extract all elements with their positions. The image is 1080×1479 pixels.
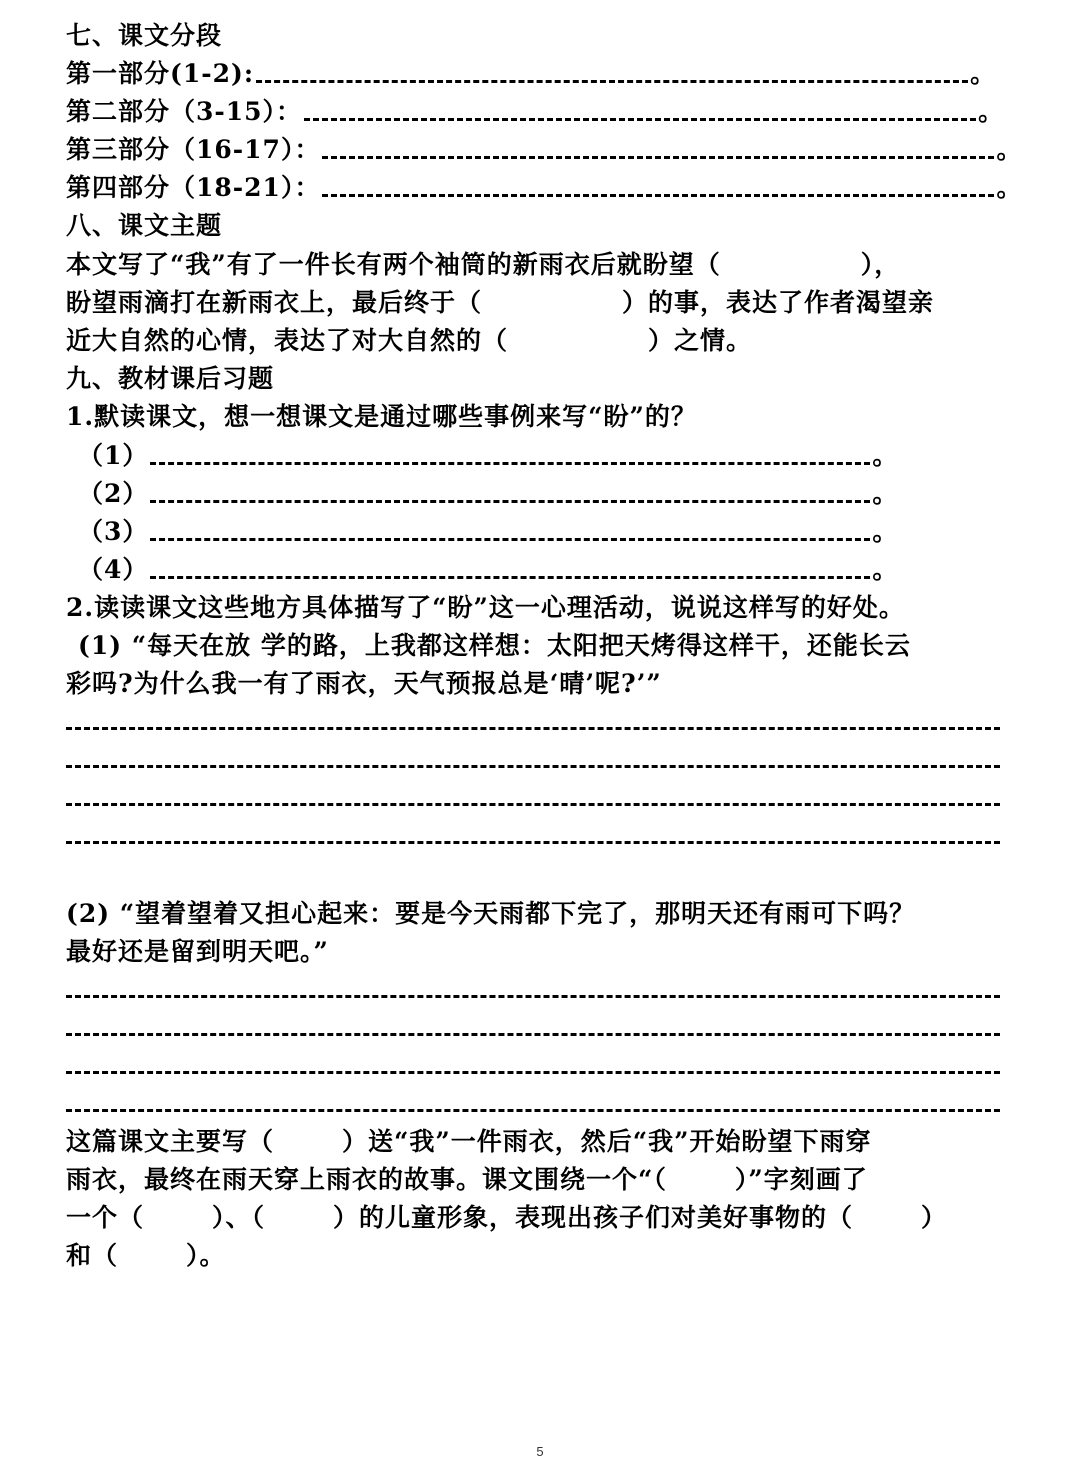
part4-label: 第四部分（18-21）：: [66, 173, 321, 202]
q1-answer-row: （3） 。: [78, 517, 899, 546]
part1-label: 第一部分(1-2):: [66, 59, 255, 88]
part4-blank[interactable]: [322, 194, 994, 197]
summary-line-3: 一个（ ）、（ ）的儿童形象，表现出孩子们对美好事物的（ ）: [66, 1203, 948, 1232]
q1-answer-row: （1） 。: [78, 441, 899, 470]
theme-line-3: 近大自然的心情，表达了对大自然的（ ）之情。: [66, 326, 753, 355]
question-1: 1.默读课文，想一想课文是通过哪些事例来写“盼”的？: [66, 402, 697, 431]
answer-line[interactable]: [66, 765, 1000, 768]
theme-line-2: 盼望雨滴打在新雨衣上，最后终于（ ）的事，表达了作者渴望亲: [66, 288, 935, 317]
theme-line-1: 本文写了“我”有了一件长有两个袖筒的新雨衣后就盼望（ ），: [66, 250, 901, 279]
summary-line-1: 这篇课文主要写（ ）送“我”一件雨衣，然后“我”开始盼望下雨穿: [66, 1127, 872, 1156]
part1-row: 第一部分(1-2): 。: [66, 59, 997, 88]
part2-row: 第二部分（3-15）： 。: [66, 97, 1005, 126]
q1-answer-row: （4） 。: [78, 555, 899, 584]
summary-line-2: 雨衣，最终在雨天穿上雨衣的故事。课文围绕一个“（ ）”字刻画了: [66, 1165, 868, 1194]
q1-answer-row: （2） 。: [78, 479, 899, 508]
summary-line-4: 和（ ）。: [66, 1241, 226, 1270]
answer-line[interactable]: [66, 1071, 1000, 1074]
question-2: 2.读读课文这些地方具体描写了“盼”这一心理活动，说说这样写的好处。: [66, 593, 905, 622]
answer-line[interactable]: [66, 803, 1000, 806]
q2-2-quote-line-2: 最好还是留到明天吧。”: [66, 937, 329, 966]
section7-heading: 七、课文分段: [66, 21, 223, 50]
q2-1-quote-line-2: 彩吗?为什么我一有了雨衣，天气预报总是‘晴’呢?’”: [66, 669, 662, 698]
q2-2-quote-line-1: (2) “望着望着又担心起来：要是今天雨都下完了，那明天还有雨可下吗？: [66, 899, 916, 928]
part3-label: 第三部分（16-17）：: [66, 135, 321, 164]
answer-line[interactable]: [66, 1109, 1000, 1112]
q1-answer-blank[interactable]: [150, 462, 870, 465]
answer-line[interactable]: [66, 1033, 1000, 1036]
section8-heading: 八、课文主题: [66, 211, 223, 240]
q1-answer-blank[interactable]: [150, 538, 870, 541]
part3-row: 第三部分（16-17）： 。: [66, 135, 1023, 164]
part4-row: 第四部分（18-21）： 。: [66, 173, 1023, 202]
part3-blank[interactable]: [322, 156, 994, 159]
part1-blank[interactable]: [256, 80, 968, 83]
q2-1-quote-line-1: (1) “每天在放 学的路，上我都这样想：太阳把天烤得这样干，还能长云: [78, 631, 911, 660]
answer-line[interactable]: [66, 995, 1000, 998]
section9-heading: 九、教材课后习题: [66, 364, 275, 393]
part2-blank[interactable]: [304, 118, 976, 121]
q1-answer-blank[interactable]: [150, 500, 870, 503]
answer-line[interactable]: [66, 727, 1000, 730]
answer-line[interactable]: [66, 841, 1000, 844]
part2-label: 第二部分（3-15）：: [66, 97, 303, 126]
q1-answer-blank[interactable]: [150, 576, 870, 579]
page-number: 5: [536, 1444, 544, 1459]
